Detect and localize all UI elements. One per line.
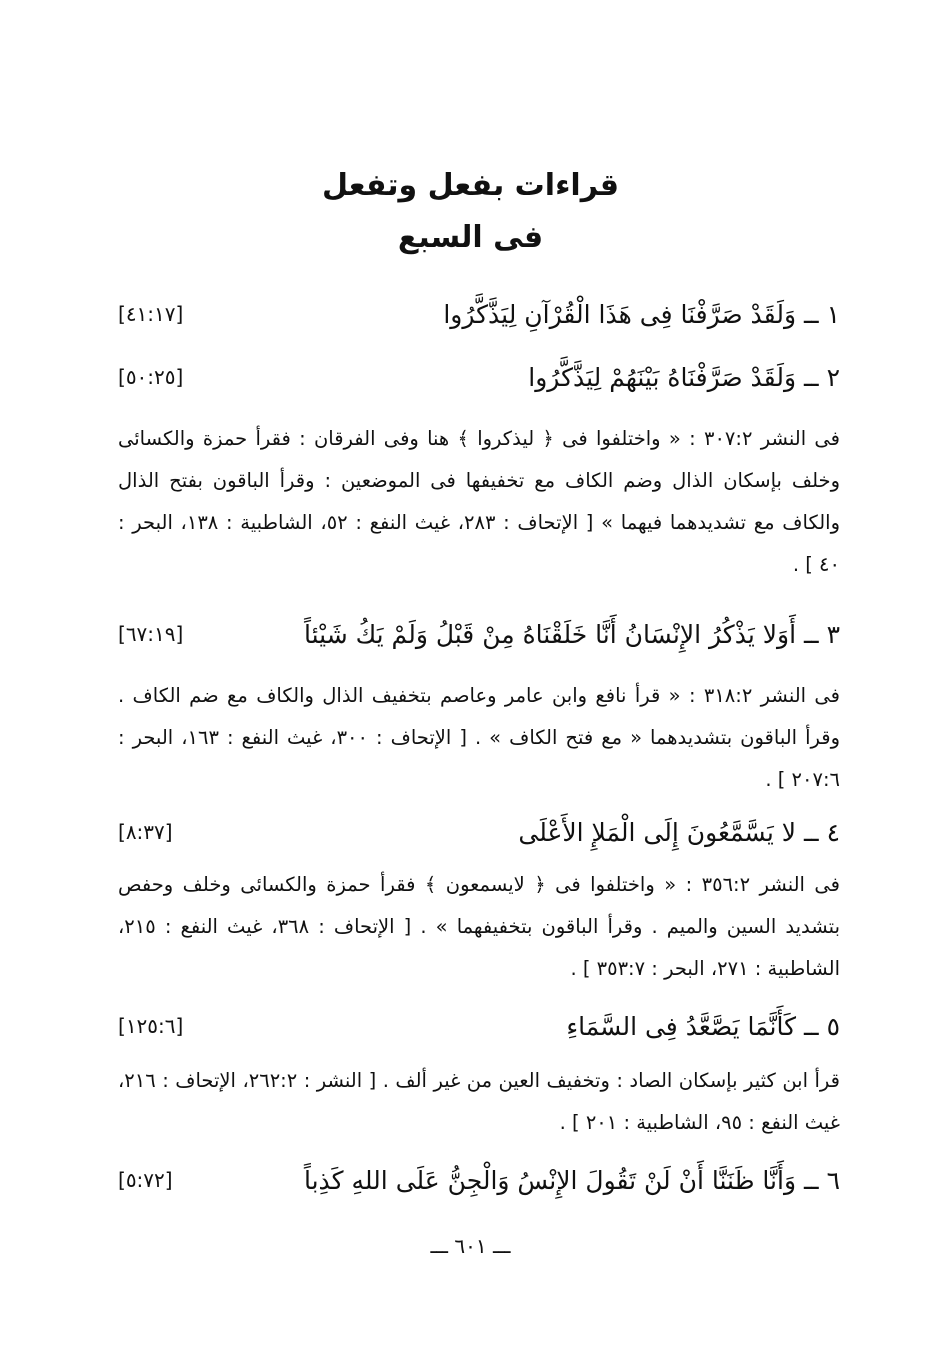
verse-3 [118,614,840,654]
page-subtitle: فى السبع [397,220,544,255]
verse-text: ٥ ــ كَأَنَّمَا يَصَّعَّدُ فِى السَّمَاءِ [566,1011,840,1041]
page-number: ـــ ٦٠١ ـــ [430,1234,511,1258]
page-title: قراءات بفعل وتفعل [321,168,620,203]
verse-1 [118,294,840,334]
verse-reference: [٨:٣٧] [118,820,173,844]
verse-text: ١ ــ وَلَقَدْ صَرَّفْنَا فِى هَذَا الْقُرْآنِ لِيَذَّكَّرُوا [443,299,840,329]
commentary-note: قرأ ابن كثير بإسكان الصاد : وتخفيف العين من غير ألف . [ النشر : ٢٦٢:٢، الإتحاف : ٢١٦، غيث النفع : ٩٥، الشاطبية : ٢٠١ ] . [118,1069,840,1134]
verse-reference: [٥٠:٢٥] [118,365,184,389]
commentary-note: فى النشر ٣٥٦:٢ : « واختلفوا فى ﴿ لايسمعون ﴾ فقرأ حمزة والكسائى وخلف وحفص بتشديد السين والميم . وقرأ الباقون بتخفيفهما » . [ الإتحاف : ٣٦٨، غيث النفع : ٢١٥، الشاطبية : ٢٧١، البحر : ٣٥٣:٧ ] . [118,873,840,980]
commentary-note: فى النشر ٣٠٧:٢ : « واختلفوا فى ﴿ ليذكروا ﴾ هنا وفى الفرقان : فقرأ حمزة والكسائى وخلف بإسكان الذال وضم الكاف مع تخفيفها فى الموضعين : وقرأ الباقون بفتح الذال والكاف مع تشديدهما فيهما » [ الإتحاف : ٢٨٣، غيث النفع : ٥٢، الشاطبية : ١٣٨، البحر : ٤٠ ] . [118,427,840,576]
verse-text: ٦ ــ وَأَنَّا ظَنَنَّا أَنْ لَنْ تَقُولَ الإِنْسُ وَالْجِنُّ عَلَى اللهِ كَذِباً [303,1165,840,1195]
verse-reference: [٥:٧٢] [118,1168,173,1192]
verse-reference: [٦٧:١٩] [118,622,184,646]
verse-text: ٤ ــ لا يَسَّمَّعُونَ إِلَى الْمَلإِ الأَعْلَى [518,817,840,847]
verse-reference: [٤١:١٧] [118,302,184,326]
commentary-note: فى النشر ٣١٨:٢ : « قرأ نافع وابن عامر وعاصم بتخفيف الذال والكاف مع ضم الكاف . وقرأ الباقون بتشديدهما « مع فتح الكاف » . [ الإتحاف : ٣٠٠، غيث النفع : ١٦٣، البحر : ٢٠٧:٦ ] . [118,684,840,791]
verse-2 [118,357,840,397]
verse-text: ٢ ــ وَلَقَدْ صَرَّفْنَاهُ بَيْنَهُمْ لِيَذَّكَّرُوا [528,362,840,392]
verse-reference: [١٢٥:٦] [118,1014,184,1038]
verse-text: ٣ ــ أَوَلا يَذْكُرُ الإِنْسَانُ أَنَّا خَلَقْنَاهُ مِنْ قَبْلُ وَلَمْ يَكُ شَيْئاً [303,619,840,649]
verse-5 [118,1006,840,1046]
verse-6 [118,1160,840,1200]
verse-4 [118,812,840,852]
